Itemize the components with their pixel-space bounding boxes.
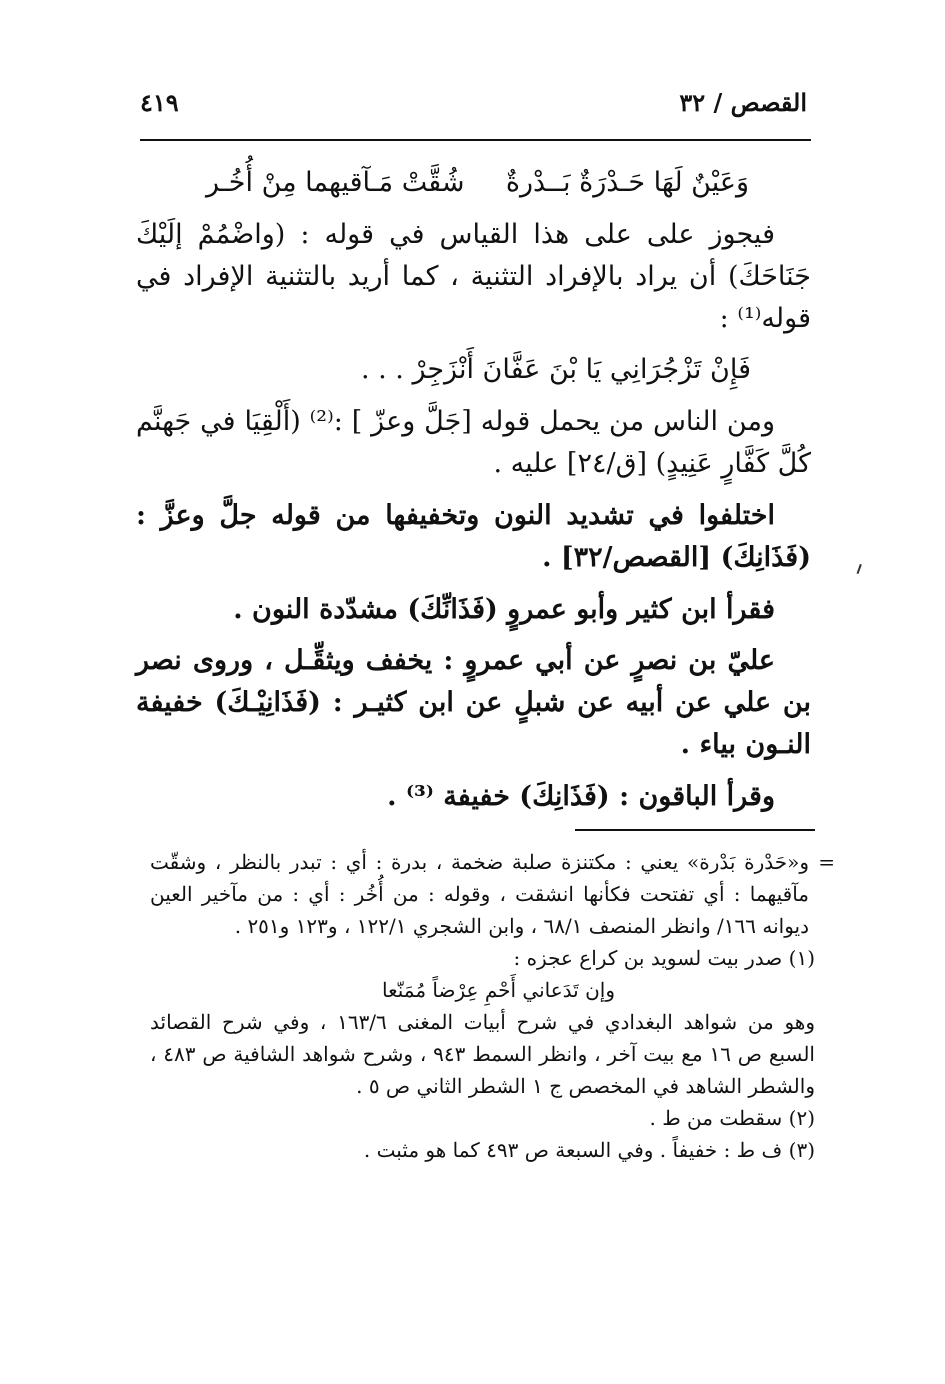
footnote-continuation: و«حَدْرة بَدْرة» يعني : مكتنزة صلبة ضخمة ، بدرة : أي : تبدر بالنظر ، وشقّت مآقيهما : أي تفتحت فكأنها انشقت ، وقوله : من أُخُر : أي : من مآخير العين ديوانه ١٦٦/ وانظر المنصف ٦٨/١ ، وابن الشجري ١٢٢/١ ، و١٢٣ و٢٥١ . [150, 850, 809, 938]
running-title: القصص / ٣٢ [679, 88, 807, 117]
footnote-1-verse: وإن تَدَعاني أَحْمِ عِرْضاً مُمَنّعا [382, 978, 615, 1002]
footnotes [150, 846, 835, 1166]
poem-verse-1 [136, 162, 811, 204]
verse-first-hemistich: وَعَيْنٌ لَهَا حَـدْرَةٌ بَــدْرةٌ [505, 167, 749, 198]
paragraph-6: وقرأ الباقون : (فَذَانِكَ) خفيفة ⁽³⁾ . [387, 780, 775, 812]
page-header [140, 88, 807, 128]
paragraph-3: اختلفوا في تشديد النون وتخفيفها من قوله جلَّ وعزَّ : (فَذَانِكَ) [القصص/٣٢] . [136, 499, 811, 573]
footnote-3: (٣) ف ط : خفيفاً . وفي السبعة ص ٤٩٣ كما هو مثبت . [363, 1138, 815, 1162]
footnote-1-intro: (١) صدر بيت لسويد بن كراع عجزه : [513, 946, 815, 970]
continuation-mark: = [818, 850, 835, 874]
paragraph-1: فيجوز على على هذا القياس في قوله : (واضْمُمْ إلَيْكَ جَنَاحَكَ) أن يراد بالإفراد التثنية ، كما أريد بالتثنية الإفراد في قوله⁽¹⁾ : [136, 218, 811, 334]
footnote-1-rest: وهو من شواهد البغدادي في شرح أبيات المغنى ١٦٣/٦ ، وفي شرح القصائد السبع ص ١٦ مع بيت آخر ، وانظر السمط ٩٤٣ ، وشرح شواهد الشافية ص ٤٨٣ ، والشطر الشاهد في المخصص ج ١ الشطر الثاني ص ٥ . [150, 1010, 815, 1098]
paragraph-5: عليّ بن نصرٍ عن أبي عمروٍ : يخفف ويثقِّـل ، وروى نصر بن علي عن أبيه عن شبلٍ عن ابن كثيـر : (فَذَانِيْـكَ) خفيفة النـون بياء . [136, 645, 811, 761]
main-text [136, 162, 811, 828]
paragraph-2: ومن الناس من يحمل قوله [جَلَّ وعزّ ] :⁽²⁾ (أَلْقِيَا في جَهنَّم كُلَّ كَفَّارٍ عَنِيدٍ) [ق/٢٤] عليه . [136, 406, 811, 480]
stray-mark [857, 564, 868, 576]
paragraph-4: فقرأ ابن كثير وأبو عمروٍ (فَذَانِّكَ) مشدّدة النون . [233, 593, 775, 625]
footnote-separator [575, 829, 815, 831]
verse-second-hemistich: شُقَّتْ مَـآقيهما مِنْ أُخُـر [206, 167, 465, 198]
page-number: ٤١٩ [140, 88, 179, 117]
footnote-2: (٢) سقطت من ط . [649, 1106, 815, 1130]
verse-2-text: فَإِنْ تَزْجُرَانِي يَا بْنَ عَفَّانَ أَنْزَجِرْ . . . [360, 354, 751, 386]
poem-verse-2 [136, 349, 811, 391]
header-rule [140, 139, 811, 141]
